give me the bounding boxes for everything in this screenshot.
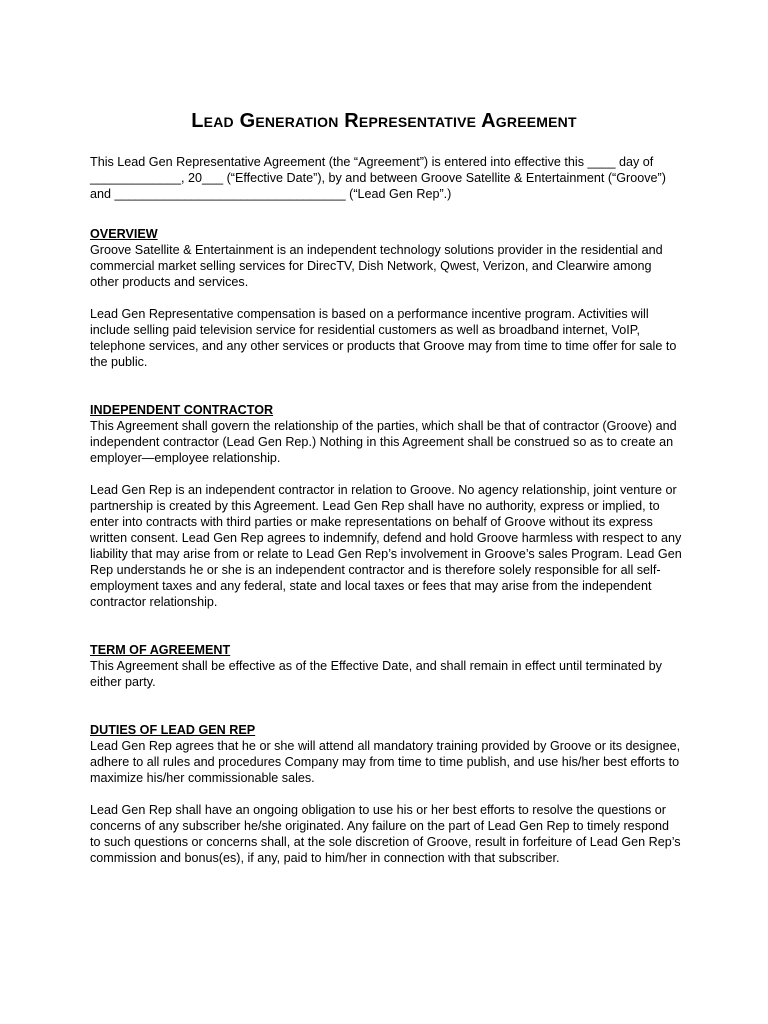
- document-title: Lead Generation Representative Agreement: [191, 110, 577, 132]
- section-duties: [90, 722, 682, 866]
- overview-paragraph-2: Lead Gen Representative compensation is based on a performance incentive program. Activities will include selling paid television service for residential customers as well as broadband internet, VoIP, telephone services, and any other services or products that Groove may from time to time offer for sale to the public.: [90, 307, 677, 369]
- independent-contractor-paragraph-1: This Agreement shall govern the relationship of the parties, which shall be that of contractor (Groove) and independent contractor (Lead Gen Rep.) Nothing in this Agreement shall be construed so as to create an employer—employee relationship.: [90, 419, 677, 465]
- section-heading-independent-contractor: INDEPENDENT CONTRACTOR: [90, 403, 274, 417]
- overview-paragraph-1: Groove Satellite & Entertainment is an independent technology solutions provider in the residential and commercial market selling services for DirecTV, Dish Network, Qwest, Verizon, and Clearwire among other products and services.: [90, 243, 663, 289]
- section-heading-overview: OVERVIEW: [90, 227, 158, 241]
- term-paragraph-1: This Agreement shall be effective as of the Effective Date, and shall remain in effect until terminated by either party.: [90, 659, 662, 689]
- duties-paragraph-1: Lead Gen Rep agrees that he or she will attend all mandatory training provided by Groove or its designee, adhere to all rules and procedures Company may from time to time publish, and use his/her best efforts to maximize his/her commissionable sales.: [90, 739, 681, 785]
- document-body: [90, 154, 682, 866]
- section-term-of-agreement: [90, 642, 682, 690]
- section-overview: [90, 226, 682, 370]
- intro-paragraph: This Lead Gen Representative Agreement (the “Agreement”) is entered into effective this ____ day of _____________, 20___ (“Effective Date”), by and between Groove Satellite & Entertainment (“Groove”) and _________________________________ (“Lead Gen Rep”.): [90, 155, 666, 201]
- section-heading-duties: DUTIES OF LEAD GEN REP: [90, 723, 256, 737]
- independent-contractor-paragraph-2: Lead Gen Rep is an independent contractor in relation to Groove. No agency relationship, joint venture or partnership is created by this Agreement. Lead Gen Rep shall have no authority, express or implied, to enter into contracts with third parties or make representations on behalf of Groove without its express written consent. Lead Gen Rep agrees to indemnify, defend and hold Groove harmless with respect to any liability that may arise from or relate to Lead Gen Rep’s involvement in Groove’s sales Program. Lead Gen Rep understands he or she is an independent contractor and is therefore solely responsible for all self-employment taxes and any federal, state and local taxes or fees that may arise from the independent contractor relationship.: [90, 483, 682, 609]
- section-independent-contractor: [90, 402, 682, 610]
- section-heading-term-of-agreement: TERM OF AGREEMENT: [90, 643, 231, 657]
- duties-paragraph-2: Lead Gen Rep shall have an ongoing obligation to use his or her best efforts to resolve the questions or concerns of any subscriber he/she originated. Any failure on the part of Lead Gen Rep to timely respond to such questions or concerns shall, at the sole discretion of Groove, result in forfeiture of Lead Gen Rep’s commission and bonus(es), if any, paid to him/her in connection with that subscriber.: [90, 803, 681, 865]
